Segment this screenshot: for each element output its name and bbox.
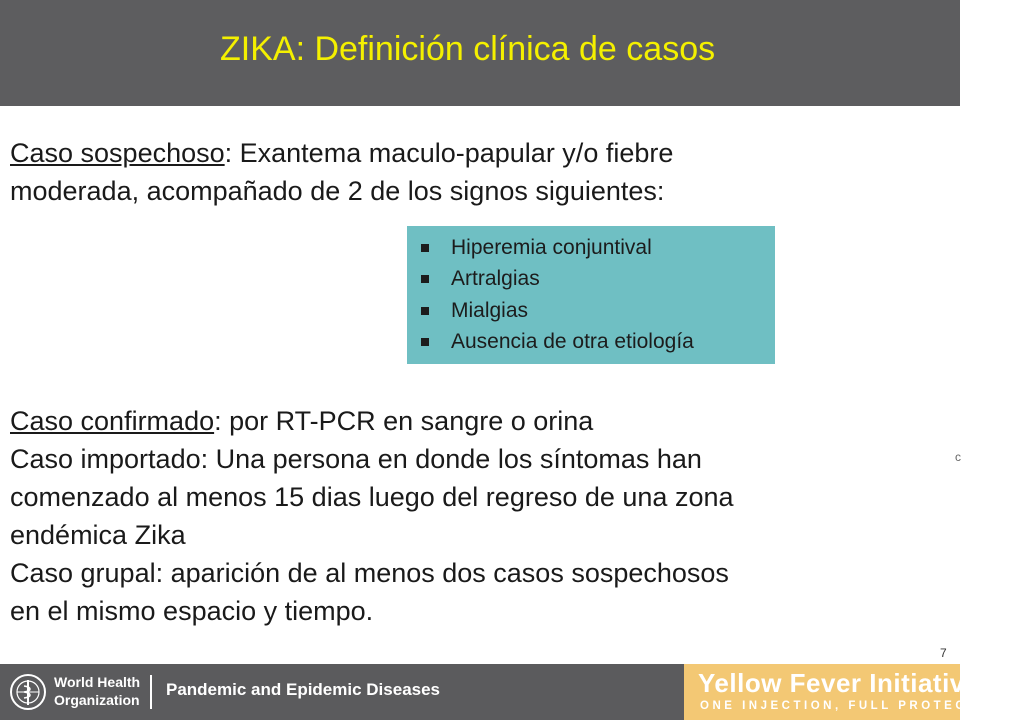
footer-divider: [150, 675, 152, 709]
signs-box: [407, 226, 775, 364]
yellow-fever-initiative-banner: [684, 664, 1009, 720]
sign-item: Artralgias: [421, 264, 775, 296]
sign-item: Mialgias: [421, 295, 775, 327]
cluster-case-line: Caso grupal: aparición de al menos dos casos sospechosos: [10, 558, 729, 588]
slide-title: ZIKA: Definición clínica de casos: [220, 30, 716, 68]
suspected-case-term: Caso sospechoso: [10, 138, 225, 168]
who-emblem-icon: [8, 672, 48, 712]
imported-case-line: comenzado al menos 15 dias luego del regreso de una zona: [10, 482, 734, 512]
cluster-case-line: en el mismo espacio y tiempo.: [10, 596, 374, 626]
page-number: 7: [940, 646, 947, 660]
square-bullet-icon: [421, 307, 429, 315]
suspected-case-text-line2: moderada, acompañado de 2 de los signos siguientes:: [10, 176, 665, 206]
suspected-case-definition: [10, 134, 810, 210]
who-wordmark: World Health Organization: [54, 674, 141, 708]
confirmed-case-term: Caso confirmado: [10, 406, 215, 436]
edge-mark: c: [955, 450, 961, 464]
yfi-tagline: ONE INJECTION, FULL PROTECTION: [700, 700, 1009, 712]
confirmed-case-text: : por RT-PCR en sangre o orina: [214, 406, 594, 436]
slide-header: [0, 0, 960, 106]
slide-footer: [0, 664, 1009, 720]
sign-item: Hiperemia conjuntival: [421, 232, 775, 264]
yfi-title: Yellow Fever Initiative: [698, 668, 980, 698]
program-name: Pandemic and Epidemic Diseases: [166, 680, 441, 699]
imported-case-line: Caso importado: Una persona en donde los síntomas han: [10, 444, 702, 474]
square-bullet-icon: [421, 275, 429, 283]
imported-case-line: endémica Zika: [10, 520, 186, 550]
case-definitions: [10, 402, 890, 630]
suspected-case-text: : Exantema maculo-papular y/o fiebre: [224, 138, 674, 168]
square-bullet-icon: [421, 338, 429, 346]
sign-item: Ausencia de otra etiología: [421, 327, 775, 359]
confirmed-case-definition: [10, 402, 890, 440]
square-bullet-icon: [421, 244, 429, 252]
